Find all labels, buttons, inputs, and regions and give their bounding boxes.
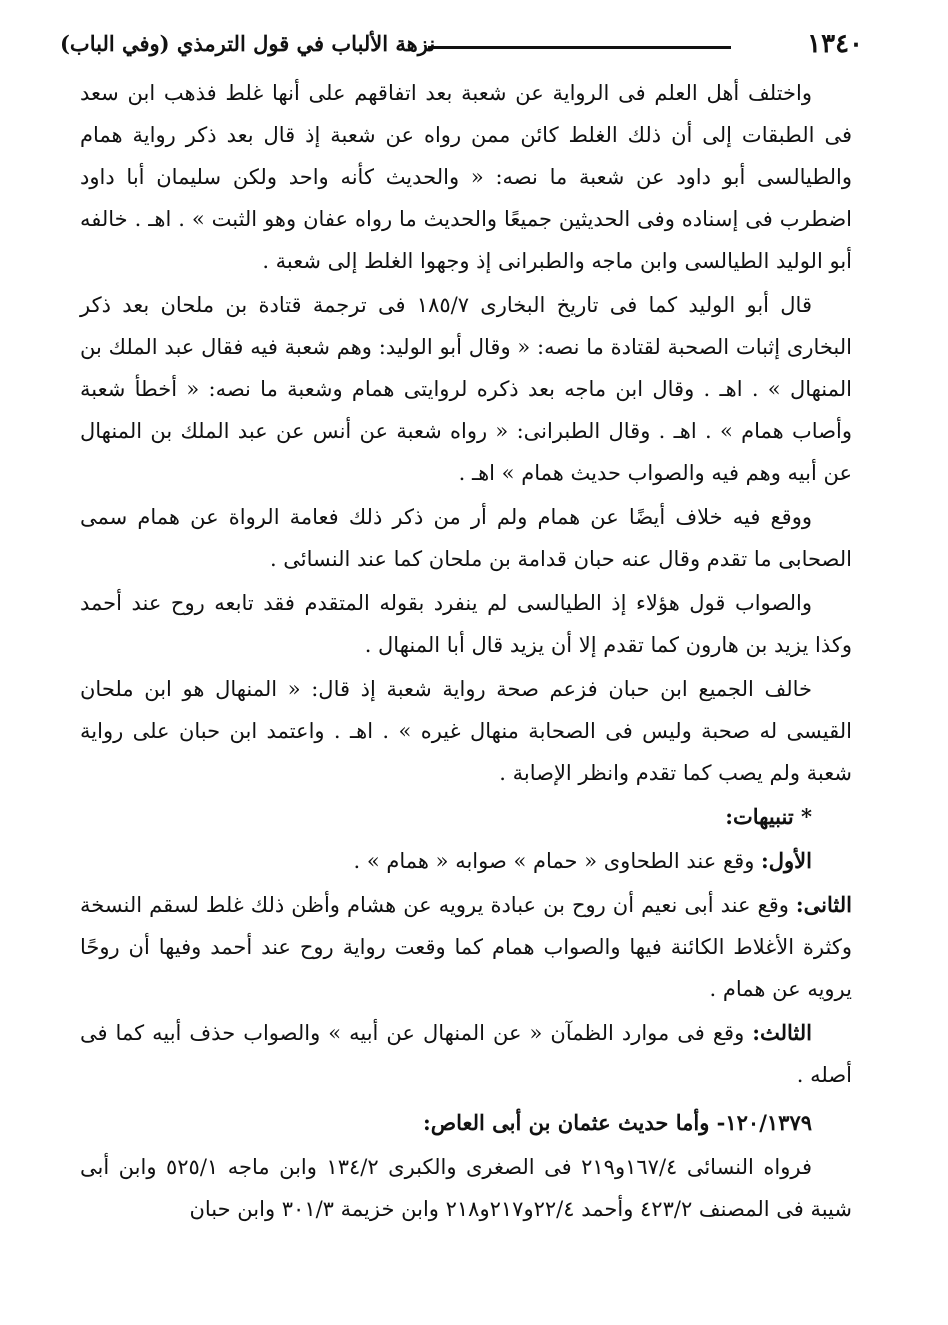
paragraph-1: واختلف أهل العلم فى الرواية عن شعبة بعد اتفاقهم على أنها غلط فذهب ابن سعد فى الطبقات إلى أن ذلك الغلط كائن ممن رواه عن شعبة إذ قال بعد ذكر رواية همام والطيالسى أبو داود عن شعبة ما نصه: « والحديث كأنه واحد ولكن سليمان أبا داود اضطرب فى إسناده وفى الحديثين جميعًا والحديث ما رواه عفان وهو الثبت » . اهـ . خالفه أبو الوليد الطيالسى وابن ماجه والطبرانى إذ وجهوا الغلط إلى شعبة . <box>80 81 852 273</box>
body-text <box>80 72 852 1232</box>
page-header <box>60 26 863 66</box>
paragraph-4: والصواب قول هؤلاء إذ الطيالسى لم ينفرد بقوله المتقدم فقد تابعه روح عند أحمد وكذا يزيد بن هارون كما تقدم إلا أن يزيد قال أبا المنهال . <box>80 591 852 657</box>
note-second-label: الثانى: <box>795 892 852 917</box>
notes-heading: * تنبيهات: <box>725 804 812 829</box>
hadith-heading: ١٢٠/١٣٧٩- وأما حديث عثمان بن أبى العاص: <box>422 1110 812 1135</box>
note-second <box>80 884 852 1010</box>
page-number: ١٣٤٠ <box>807 29 863 59</box>
paragraph-3: ووقع فيه خلاف أيضًا عن همام ولم أر من ذكر ذلك فعامة الرواة عن همام سمى الصحابى ما تقدم وقال عنه حبان قدامة بن ملحان كما عند النسائى . <box>80 505 852 571</box>
paragraph-5: خالف الجميع ابن حبان فزعم صحة رواية شعبة إذ قال: « المنهال هو ابن ملحان القيسى له صحبة وليس فى الصحابة منهال غيره » . اهـ . واعتمد ابن حبان على رواية شعبة ولم يصب كما تقدم وانظر الإصابة . <box>80 677 852 785</box>
paragraph-2: قال أبو الوليد كما فى تاريخ البخارى ١٨٥/٧ فى ترجمة قتادة بن ملحان بعد ذكر البخارى إثبات الصحبة لقتادة ما نصه: « وقال أبو الوليد: وهم شعبة فيه فقال عبد الملك بن المنهال » . اهـ . وقال ابن ماجه بعد ذكره لروايتى همام وشعبة ما نصه: « أخطأ شعبة وأصاب همام » . اهـ . وقال الطبرانى: « رواه شعبة عن أنس عن عبد الملك بن المنهال عن أبيه وهم فيه والصواب حديث همام » اهـ . <box>80 293 852 485</box>
note-first-label: الأول: <box>761 848 812 873</box>
running-title: نزهة الألباب في قول الترمذي (وفي الباب) <box>60 31 436 56</box>
note-first <box>80 840 852 882</box>
note-third-text: وقع فى موارد الظمآن « عن المنهال عن أبيه » والصواب حذف أبيه كما فى أصله . <box>80 1021 852 1087</box>
hadith-text: فرواه النسائى ١٦٧/٤و٢١٩ فى الصغرى والكبرى ١٣٤/٢ وابن ماجه ٥٢٥/١ وابن أبى شيبة فى المصنف ٤٢٣/٢ وأحمد ٢٢/٤و٢١٧و٢١٨ وابن خزيمة ٣٠١/٣ وابن حبان <box>80 1155 852 1221</box>
header-rule <box>428 46 731 49</box>
note-third <box>80 1012 852 1096</box>
note-second-text: وقع عند أبى نعيم أن روح بن عبادة يرويه عن هشام وأظن ذلك غلط لسقم النسخة وكثرة الأغلاط الكائنة فيها والصواب همام كما وقعت رواية روح عند أحمد وفيها أن روحًا يرويه عن همام . <box>80 893 852 1001</box>
note-third-label: الثالث: <box>752 1020 812 1045</box>
note-first-text: وقع عند الطحاوى « حمام » صوابه « همام » . <box>353 849 755 873</box>
